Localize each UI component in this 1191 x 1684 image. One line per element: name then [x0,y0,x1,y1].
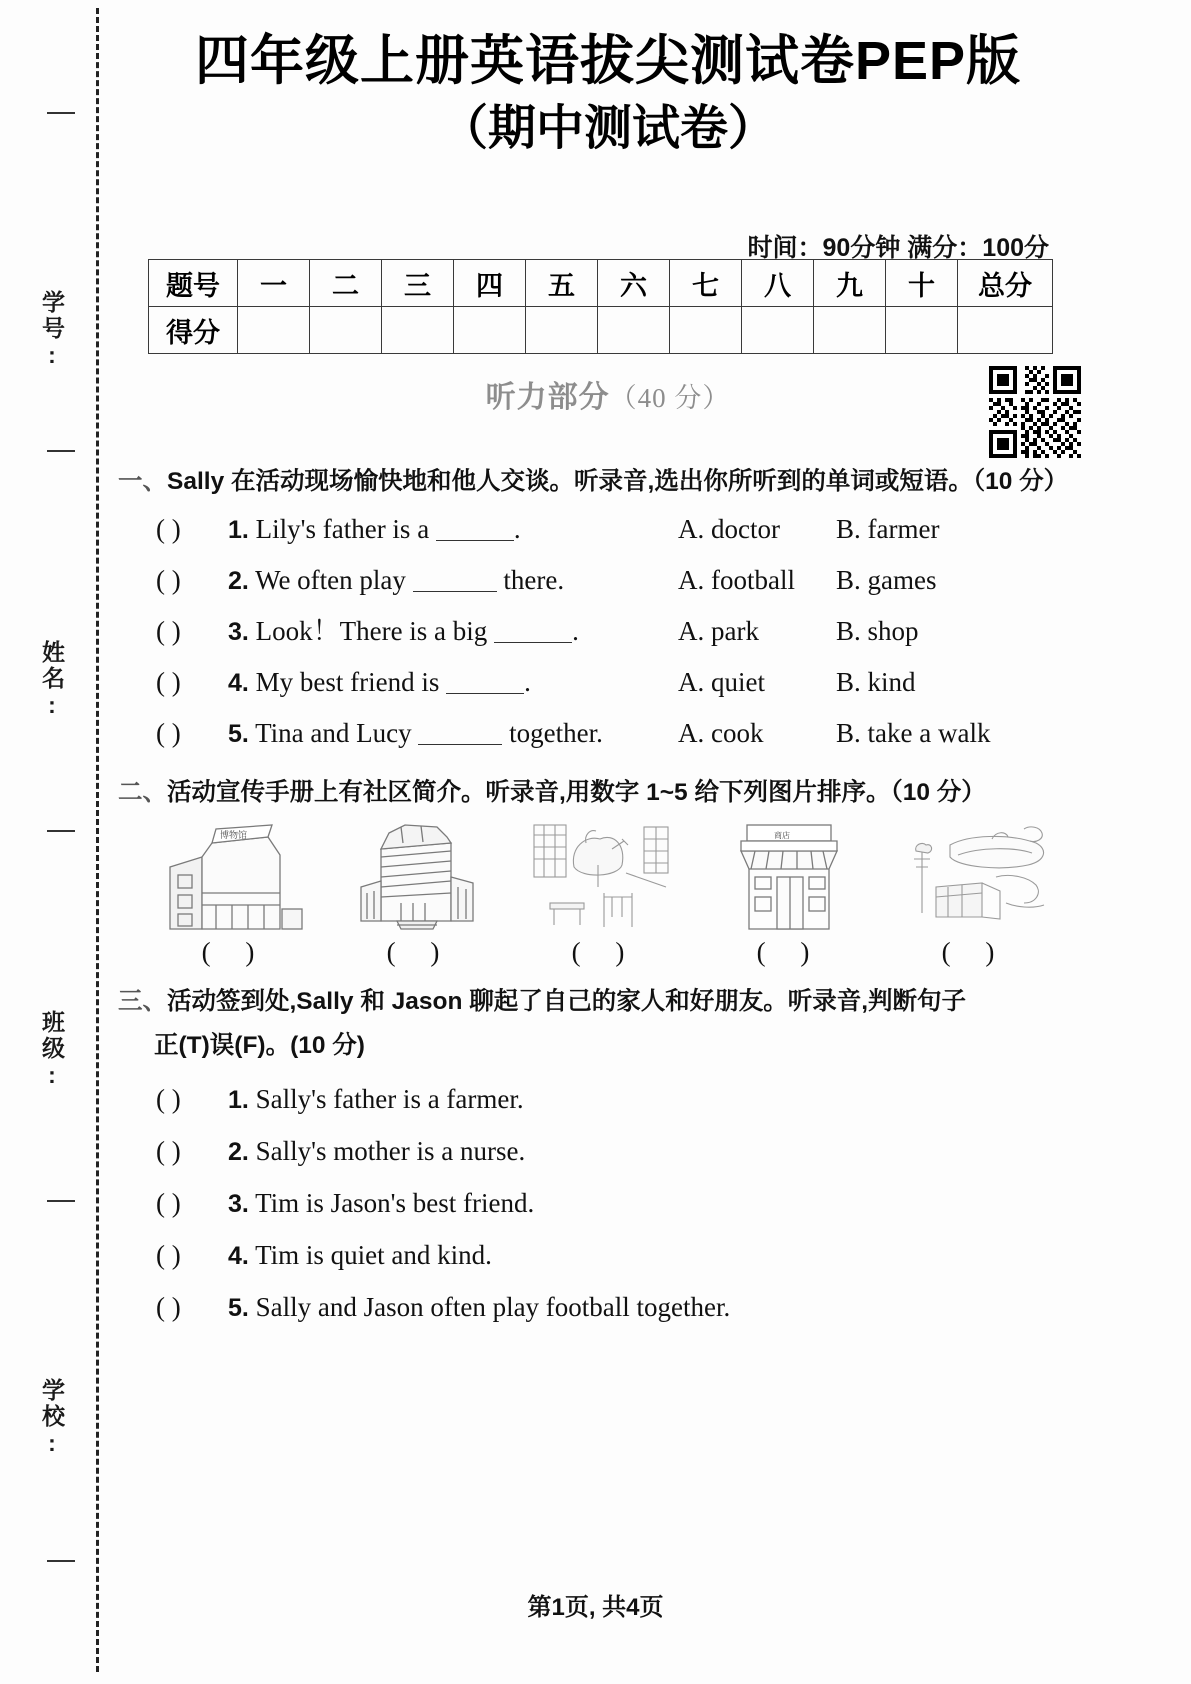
section-one-text: Sally 在活动现场愉快地和他人交谈。听录音,选出你所听到的单词或短语。（10 分） [167,468,1069,495]
answer-bracket[interactable]: ( ) [156,565,181,595]
option-a[interactable]: A. quiet [678,667,765,697]
true-false-row [118,1282,1078,1334]
question-text [228,657,531,709]
question-statement: Tim is Jason's best friend. [255,1188,535,1218]
section-three-number: 三、 [118,988,167,1015]
lake-park-illustration [896,821,1054,933]
margin-label-class: 班级: [39,1010,65,1091]
option-b[interactable]: B. farmer [836,514,940,544]
page-title [108,26,1108,162]
picture-row [118,815,1078,933]
cell-col-1: 一 [238,260,310,307]
section-one-number: 一、 [118,468,167,495]
question-number: 2. [228,567,249,595]
picture-answer-bracket[interactable]: ( ) [386,937,454,967]
margin-rule [47,450,75,452]
score-cell[interactable] [814,307,886,354]
answer-bracket[interactable]: ( ) [156,1188,181,1218]
margin-label-name: 姓名: [39,640,65,721]
picture-answer-bracket[interactable]: ( ) [941,937,1009,967]
section-three [118,982,1078,1334]
picture-answer-bracket[interactable]: ( ) [571,937,639,967]
true-false-row [118,1074,1078,1126]
shop-illustration [711,821,869,933]
listening-section-banner [108,372,1108,416]
cell-row-label-question-no: 题号 [149,260,238,307]
shop-sign-text: 商店 [774,831,790,840]
answer-bracket[interactable]: ( ) [156,1084,181,1114]
margin-rule [47,112,75,114]
margin-rule [47,1560,75,1562]
fill-blank[interactable] [446,669,524,694]
picture-answer-bracket[interactable]: ( ) [201,937,269,967]
table-row-headers [149,260,1053,307]
question-row [118,504,1078,555]
question-text [228,1074,524,1126]
option-b[interactable]: B. kind [836,667,916,697]
question-statement: Sally's mother is a nurse. [255,1136,526,1166]
section-one [118,462,1078,759]
section-three-heading-cont: 正(T)误(F)。(10 分) [154,1032,365,1059]
score-cell[interactable] [382,307,454,354]
score-cell[interactable] [886,307,958,354]
option-b[interactable]: B. take a walk [836,718,991,748]
question-tail: there. [503,565,565,595]
question-text [228,504,521,556]
question-number: 3. [228,1190,249,1218]
cell-col-7: 七 [670,260,742,307]
question-tail: . [572,616,579,646]
score-table [148,259,1053,354]
option-a[interactable]: A. cook [678,718,764,748]
score-cell[interactable] [238,307,310,354]
fill-blank[interactable] [418,720,502,745]
cell-col-4: 四 [454,260,526,307]
question-row [118,606,1078,657]
cell-col-2: 二 [310,260,382,307]
question-number: 1. [228,516,249,544]
option-b[interactable]: B. shop [836,616,919,646]
question-statement: Sally and Jason often play football together. [255,1292,731,1322]
cell-col-9: 九 [814,260,886,307]
question-row [118,657,1078,708]
option-a[interactable]: A. doctor [678,514,780,544]
section-two-heading [118,773,1078,813]
picture-answer-bracket[interactable]: ( ) [756,937,824,967]
title-line-2: （期中测试卷） [439,102,776,155]
cell-col-6: 六 [598,260,670,307]
question-number: 2. [228,1138,249,1166]
section-three-questions [118,1074,1078,1334]
cell-col-8: 八 [742,260,814,307]
question-statement: Sally's father is a farmer. [255,1084,524,1114]
title-line-1: 四年级上册英语拔尖测试卷PEP版 [194,31,1022,91]
table-row-scores [149,307,1053,354]
question-stem: Lily's father is a [255,514,430,544]
section-two-number: 二、 [118,779,167,806]
question-stem: We often play [255,565,406,595]
cell-col-3: 三 [382,260,454,307]
question-row [118,555,1078,606]
banner-label: 听力部分 [485,381,610,414]
section-one-questions [118,504,1078,759]
museum-sign-text: 博物馆 [220,831,248,841]
section-three-heading [118,982,1078,1022]
answer-bracket[interactable]: ( ) [156,718,181,748]
cell-row-label-score: 得分 [149,307,238,354]
margin-rule [47,830,75,832]
margin-label-school: 学校: [39,1378,65,1459]
answer-bracket[interactable]: ( ) [156,1240,181,1270]
option-b[interactable]: B. games [836,565,937,595]
section-three-text: 活动签到处,Sally 和 Jason 聊起了自己的家人和好朋友。听录音,判断句子 [167,988,967,1015]
score-cell-total[interactable] [958,307,1053,354]
question-tail: . [524,667,531,697]
score-cell[interactable] [454,307,526,354]
question-text [228,708,603,760]
question-tail: . [513,514,521,544]
question-text [228,555,564,607]
section-two [118,773,1078,968]
score-cell[interactable] [526,307,598,354]
score-cell[interactable] [598,307,670,354]
banner-points: （40 分） [609,383,731,413]
margin-label-student-id: 学号: [39,290,65,371]
question-text [228,1230,492,1282]
question-number: 4. [228,1242,249,1270]
question-text [228,1282,730,1334]
question-text [228,1126,525,1178]
question-text [228,606,579,658]
question-text [228,1178,534,1230]
fill-blank[interactable] [413,567,497,592]
question-row [118,708,1078,759]
answer-bracket[interactable]: ( ) [156,1136,181,1166]
picture-answer-row [118,933,1078,968]
section-one-heading [118,462,1078,502]
question-number: 1. [228,1086,249,1114]
cell-col-5: 五 [526,260,598,307]
margin-rule [47,1200,75,1202]
tall-building-illustration [341,821,499,933]
cell-col-10: 十 [886,260,958,307]
question-stem: Tina and Lucy [255,718,412,748]
museum-illustration [156,821,314,933]
margin-strip [0,0,108,1684]
question-number: 3. [228,618,249,646]
question-stem: My best friend is [255,667,440,697]
park-scene-illustration [526,821,684,933]
qr-code-icon[interactable] [989,366,1081,458]
score-cell[interactable] [742,307,814,354]
option-a[interactable]: A. park [678,616,759,646]
cell-col-total: 总分 [958,260,1053,307]
answer-bracket[interactable]: ( ) [156,667,181,697]
score-cell[interactable] [310,307,382,354]
page-footer: 第1页, 共4页 [527,1594,664,1621]
exam-content [118,462,1078,1334]
dashed-fold-line [96,8,99,1672]
true-false-row [118,1126,1078,1178]
question-stem: Look！There is a big [255,616,488,646]
answer-bracket[interactable]: ( ) [156,1292,181,1322]
question-statement: Tim is quiet and kind. [255,1240,492,1270]
fill-blank[interactable] [494,618,572,643]
section-two-text: 活动宣传手册上有社区简介。听录音,用数字 1~5 给下列图片排序。（10 分） [167,779,986,806]
fill-blank[interactable] [436,516,514,541]
exam-meta-info: 时间：90分钟 满分：100分 [747,234,1049,262]
question-number: 4. [228,669,249,697]
question-number: 5. [228,1294,249,1322]
option-a[interactable]: A. football [678,565,795,595]
true-false-row [118,1178,1078,1230]
answer-bracket[interactable]: ( ) [156,616,181,646]
true-false-row [118,1230,1078,1282]
score-cell[interactable] [670,307,742,354]
answer-bracket[interactable]: ( ) [156,514,181,544]
question-tail: together. [509,718,603,748]
question-number: 5. [228,720,249,748]
